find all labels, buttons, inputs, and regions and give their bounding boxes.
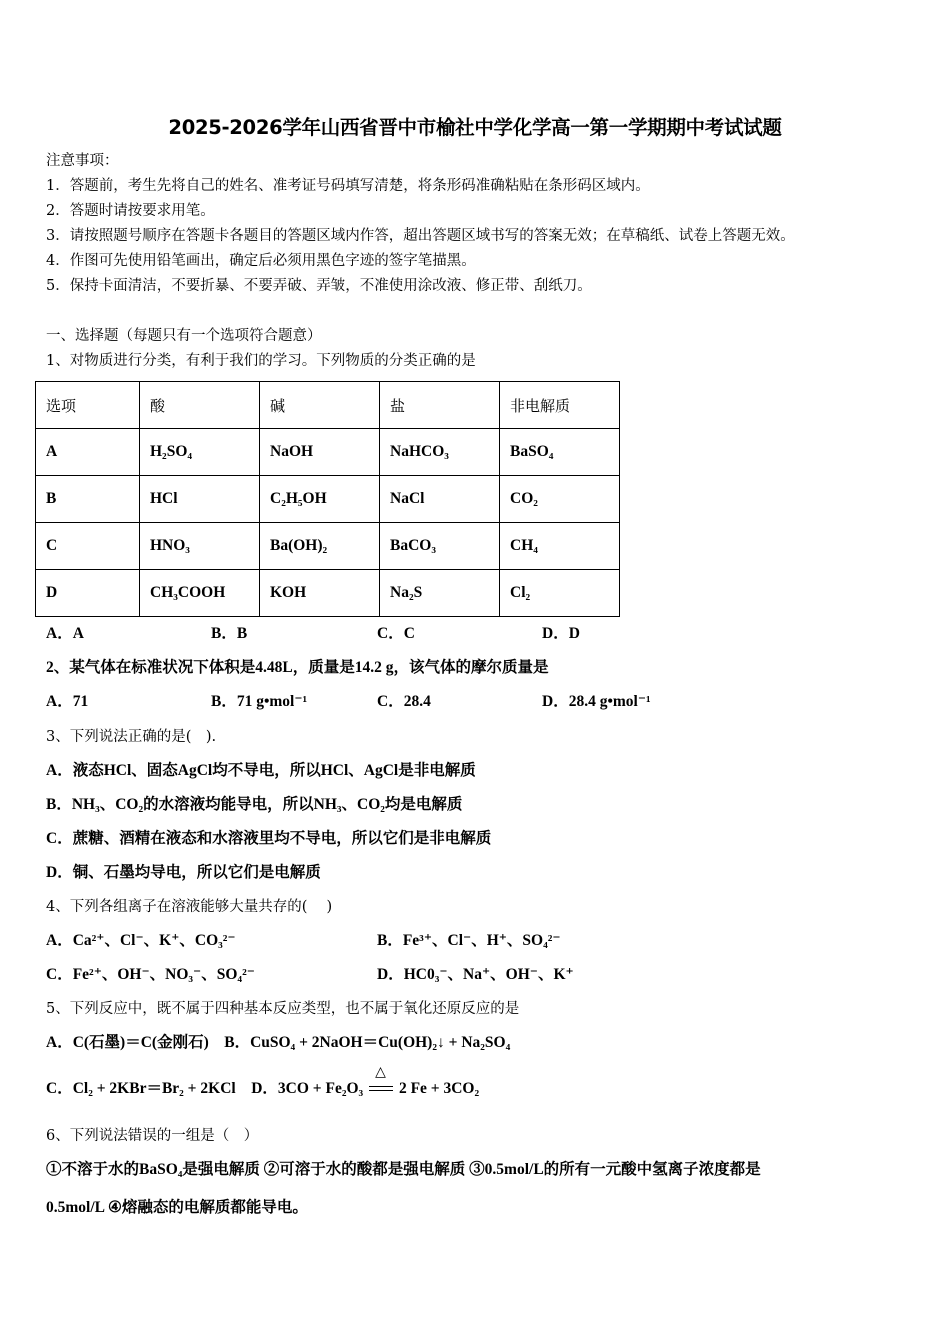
q3-option-b: B．NH₃、CO₂的水溶液均能导电，所以NH₃、CO₂均是电解质: [46, 796, 463, 813]
q4-stem: 4、下列各组离子在溶液能够大量共存的( ): [46, 899, 333, 915]
notice-item-4: 4．作图可先使用铅笔画出，确定后必须用黑色字迹的签字笔描黑。: [46, 253, 476, 269]
table-header-cell: 盐: [380, 382, 500, 429]
q1-option-c: C．C: [377, 625, 415, 642]
table-cell: C: [36, 523, 140, 570]
table-cell: HNO₃: [140, 523, 260, 570]
q5-option-d-right: 2 Fe + 3CO₂: [398, 1080, 480, 1097]
q2-option-d: D．28.4 g•mol⁻¹: [542, 693, 651, 710]
table-cell: CO₂: [500, 476, 620, 523]
q6-statement-line-1: ①不溶于水的BaSO₄是强电解质 ②可溶于水的酸都是强电解质 ③0.5mol/L的所有一元酸中氢离子浓度都是: [46, 1161, 761, 1178]
q2-stem: 2、某气体在标准状况下体积是4.48L，质量是14.2 g，该气体的摩尔质量是: [46, 659, 549, 676]
q6-statement-line-2: 0.5mol/L ④熔融态的电解质都能导电。: [46, 1199, 308, 1216]
q5-options-cd: [46, 1065, 480, 1099]
table-row: [36, 523, 620, 570]
table-cell: BaSO₄: [500, 429, 620, 476]
table-cell: NaHCO₃: [380, 429, 500, 476]
q2-option-c: C．28.4: [377, 693, 431, 710]
q3-option-d: D．铜、石墨均导电，所以它们是电解质: [46, 864, 321, 881]
table-cell: D: [36, 570, 140, 617]
table-cell: H₂SO₄: [140, 429, 260, 476]
q4-option-d: D．HC0₃⁻、Na⁺、OH⁻、K⁺: [377, 966, 574, 983]
notice-item-1: 1．答题前，考生先将自己的姓名、准考证号码填写清楚，将条形码准确粘贴在条形码区域内。: [46, 178, 650, 194]
q5-option-cd-left: C．Cl₂ + 2KBr＝Br₂ + 2KCl D．3CO + Fe₂O₃: [46, 1080, 364, 1097]
notice-item-5: 5．保持卡面清洁，不要折暴、不要弄破、弄皱，不准使用涂改液、修正带、刮纸刀。: [46, 278, 592, 294]
q4-option-a: A．Ca²⁺、Cl⁻、K⁺、CO₃²⁻: [46, 932, 236, 949]
table-row: [36, 570, 620, 617]
table-cell: Cl₂: [500, 570, 620, 617]
q1-option-d: D．D: [542, 625, 580, 642]
table-header-cell: 选项: [36, 382, 140, 429]
table-cell: C₂H₅OH: [260, 476, 380, 523]
notice-heading: 注意事项：: [46, 153, 119, 169]
table-cell: B: [36, 476, 140, 523]
delta-icon: △: [375, 1065, 386, 1081]
table-row: [36, 476, 620, 523]
q1-stem: 1、对物质进行分类，有利于我们的学习。下列物质的分类正确的是: [46, 353, 476, 369]
q1-option-b: B．B: [211, 625, 248, 642]
q1-option-a: A．A: [46, 625, 84, 642]
table-cell: CH₄: [500, 523, 620, 570]
classification-table: [35, 381, 620, 617]
q2-option-b: B．71 g•mol⁻¹: [211, 693, 308, 710]
notice-item-2: 2．答题时请按要求用笔。: [46, 203, 215, 219]
q4-option-c: C．Fe²⁺、OH⁻、NO₃⁻、SO₄²⁻: [46, 966, 255, 983]
table-cell: Ba(OH)₂: [260, 523, 380, 570]
q2-option-a: A．71: [46, 693, 89, 710]
table-header-cell: 酸: [140, 382, 260, 429]
table-cell: NaCl: [380, 476, 500, 523]
section-heading: 一、选择题（每题只有一个选项符合题意）: [46, 328, 322, 344]
q6-stem: 6、下列说法错误的一组是（ ）: [46, 1128, 259, 1144]
table-header-row: [36, 382, 620, 429]
heating-equals-sign: [367, 1065, 395, 1099]
table-row: [36, 429, 620, 476]
q5-stem: 5、下列反应中，既不属于四种基本反应类型，也不属于氧化还原反应的是: [46, 1001, 520, 1017]
table-cell: KOH: [260, 570, 380, 617]
q3-option-a: A．液态HCl、固态AgCl均不导电，所以HCl、AgCl是非电解质: [46, 762, 476, 779]
notice-item-3: 3．请按照题号顺序在答题卡各题目的答题区域内作答，超出答题区域书写的答案无效；在草稿纸、试卷上答题无效。: [46, 228, 795, 244]
table-cell: HCl: [140, 476, 260, 523]
table-cell: Na₂S: [380, 570, 500, 617]
table-header-cell: 碱: [260, 382, 380, 429]
table-cell: NaOH: [260, 429, 380, 476]
q5-options-ab: A．C(石墨)＝C(金刚石) B．CuSO₄ + 2NaOH＝Cu(OH)₂↓ + Na₂SO₄: [46, 1034, 511, 1051]
table-cell: BaCO₃: [380, 523, 500, 570]
table-cell: CH₃COOH: [140, 570, 260, 617]
q4-option-b: B．Fe³⁺、Cl⁻、H⁺、SO₄²⁻: [377, 932, 561, 949]
table-cell: A: [36, 429, 140, 476]
table-header-cell: 非电解质: [500, 382, 620, 429]
page-title: 2025-2026学年山西省晋中市榆社中学化学高一第一学期期中考试试题: [168, 116, 782, 139]
q3-stem: 3、下列说法正确的是( ).: [46, 729, 217, 745]
q3-option-c: C．蔗糖、酒精在液态和水溶液里均不导电，所以它们是非电解质: [46, 830, 492, 847]
